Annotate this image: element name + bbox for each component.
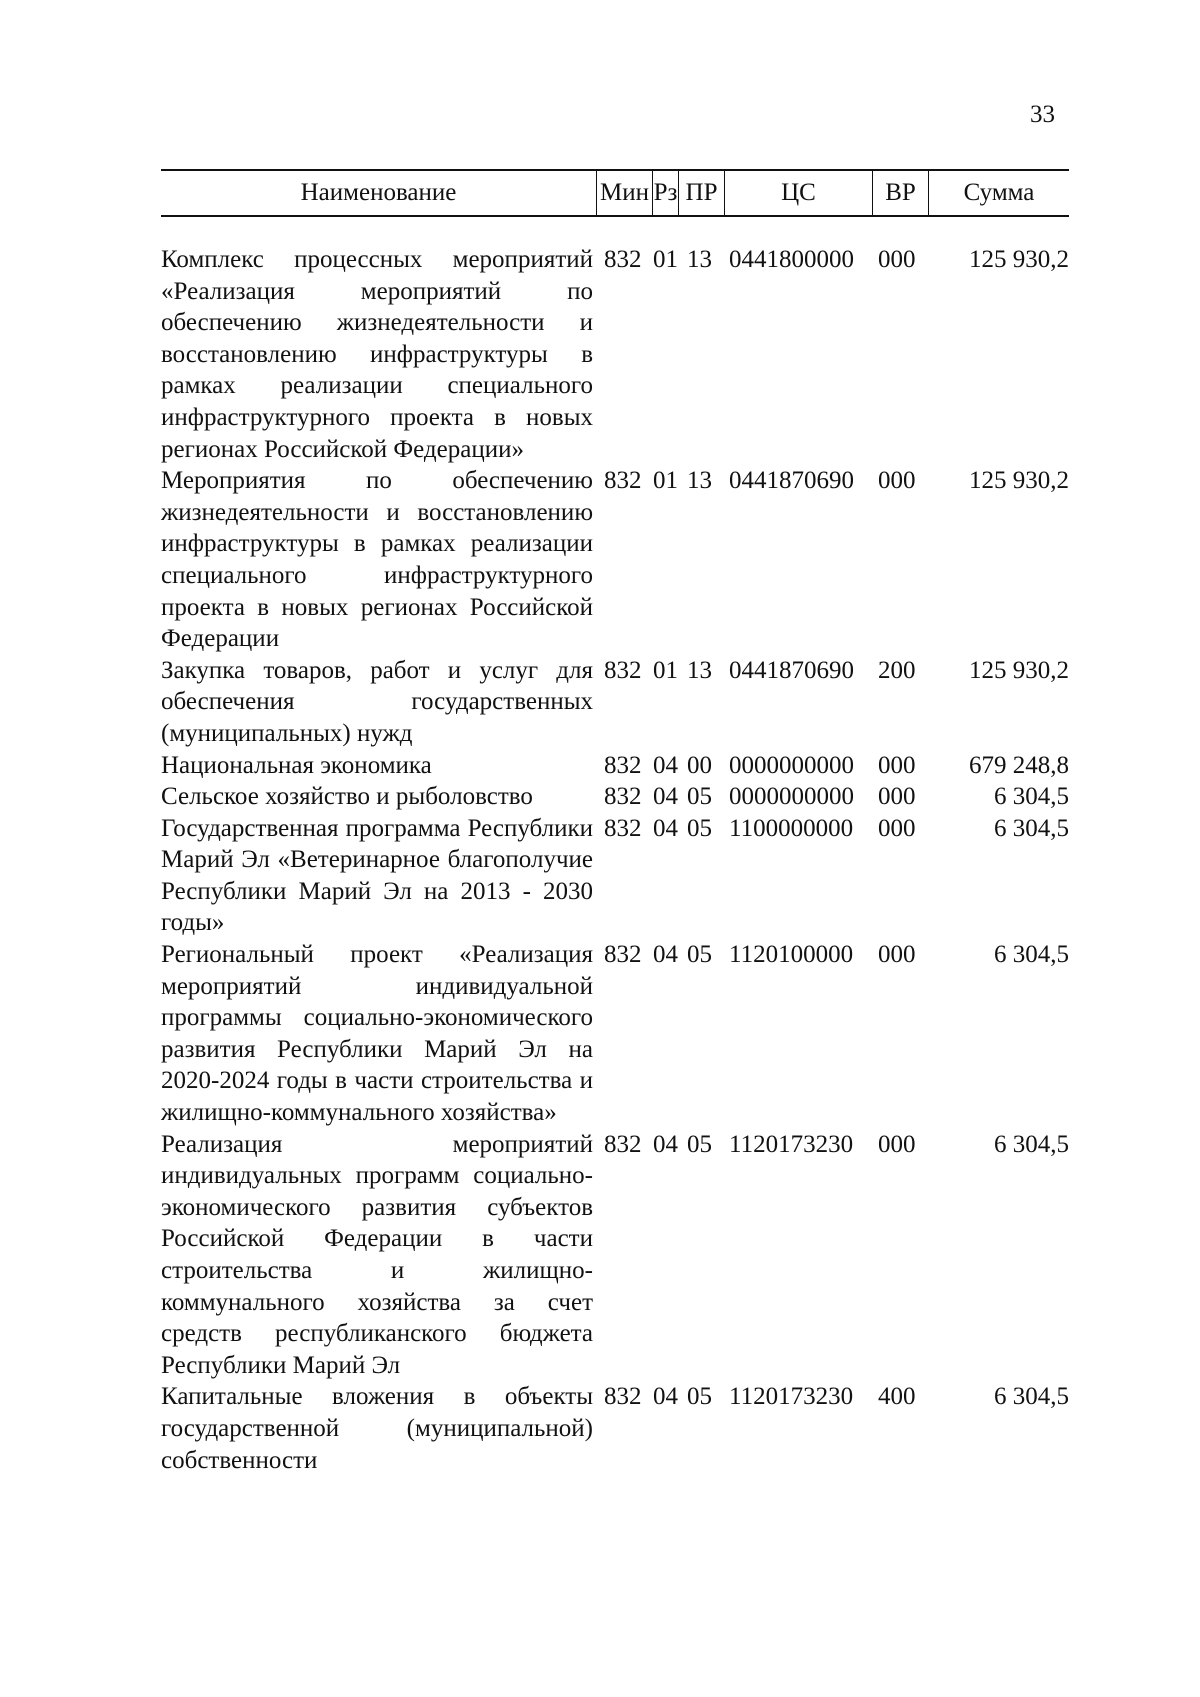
row-vr: 400 [878, 1383, 916, 1411]
row-name: Региональный проект «Реализация мероприятий индивидуальной программы социально-экономического развития Республики Марий Эл на 2020-2024 годы в части строительства и жилищно-коммунального хозяйства» [161, 941, 593, 1127]
table-header [161, 169, 1069, 217]
table-row [161, 781, 1069, 813]
row-pr: 13 [687, 467, 712, 495]
row-name: Сельское хозяйство и рыболовство [161, 783, 533, 811]
row-rz: 01 [653, 467, 678, 495]
header-name: Наименование [161, 171, 597, 215]
row-min: 832 [604, 751, 642, 779]
row-sum: 6 304,5 [994, 783, 1069, 811]
header-vr: ВР [873, 171, 929, 215]
row-name: Реализация мероприятий индивидуальных программ социально-экономического развития субъектов Российской Федерации в части строительства и жилищно-коммунального хозяйства за счет средств республиканского бюджета Республики Марий Эл [161, 1130, 593, 1379]
row-min: 832 [604, 1130, 642, 1158]
row-sum: 125 930,2 [969, 246, 1069, 273]
row-vr: 000 [878, 751, 916, 779]
table-row [161, 1381, 1069, 1476]
row-vr: 000 [878, 1130, 916, 1158]
row-cs: 1120173230 [729, 1383, 854, 1411]
row-min: 832 [604, 1383, 642, 1411]
row-vr: 000 [878, 814, 916, 842]
row-pr: 00 [687, 751, 712, 779]
row-cs: 0000000000 [729, 751, 854, 779]
row-pr: 05 [687, 941, 712, 969]
table-row [161, 655, 1069, 750]
row-min: 832 [604, 941, 642, 969]
row-vr: 200 [878, 656, 916, 684]
row-min: 832 [604, 246, 642, 273]
row-rz: 04 [653, 783, 678, 811]
row-cs: 1120100000 [729, 941, 854, 969]
row-cs: 0441870690 [729, 656, 854, 684]
row-name: Капитальные вложения в объекты государственной (муниципальной) собственности [161, 1383, 593, 1474]
table-row [161, 750, 1069, 782]
row-pr: 05 [687, 1383, 712, 1411]
table-row [161, 465, 1069, 655]
row-name: Национальная экономика [161, 751, 432, 779]
row-rz: 04 [653, 941, 678, 969]
row-sum: 6 304,5 [994, 941, 1069, 969]
row-pr: 13 [687, 246, 712, 273]
row-min: 832 [604, 467, 642, 495]
row-name: Закупка товаров, работ и услуг для обеспечения государственных (муниципальных) нужд [161, 656, 593, 747]
header-pr: ПР [679, 171, 725, 215]
header-rz: Рз [653, 171, 679, 215]
row-pr: 05 [687, 814, 712, 842]
row-name: Государственная программа Республики Марий Эл «Ветеринарное благополучие Республики Марий Эл на 2013 - 2030 годы» [161, 814, 593, 937]
row-rz: 04 [653, 814, 678, 842]
row-rz: 04 [653, 1130, 678, 1158]
row-cs: 1100000000 [729, 814, 854, 842]
row-vr: 000 [878, 467, 916, 495]
row-rz: 04 [653, 751, 678, 779]
row-min: 832 [604, 783, 642, 811]
row-cs: 0441800000 [729, 246, 854, 273]
page-number: 33 [1030, 101, 1055, 128]
row-sum: 125 930,2 [969, 467, 1069, 495]
table-row [161, 813, 1069, 939]
row-sum: 125 930,2 [969, 656, 1069, 684]
row-sum: 679 248,8 [969, 751, 1069, 779]
row-rz: 01 [653, 246, 678, 273]
row-min: 832 [604, 656, 642, 684]
row-pr: 05 [687, 783, 712, 811]
row-vr: 000 [878, 246, 916, 273]
table-row [161, 244, 1069, 465]
row-sum: 6 304,5 [994, 1130, 1069, 1158]
row-pr: 05 [687, 1130, 712, 1158]
header-sum: Сумма [963, 179, 1035, 206]
table-row [161, 1129, 1069, 1382]
row-min: 832 [604, 814, 642, 842]
row-cs: 1120173230 [729, 1130, 854, 1158]
row-cs: 0000000000 [729, 783, 854, 811]
row-vr: 000 [878, 941, 916, 969]
row-name: Мероприятия по обеспечению жизнедеятельности и восстановлению инфраструктуры в рамках реализации специального инфраструктурного проекта в новых регионах Российской Федерации [161, 467, 593, 653]
header-cs: ЦС [725, 171, 873, 215]
table-row [161, 939, 1069, 1129]
row-rz: 01 [653, 656, 678, 684]
row-sum: 6 304,5 [994, 814, 1069, 842]
row-name: Комплекс процессных мероприятий «Реализация мероприятий по обеспечению жизнедеятельности и восстановлению инфраструктуры в рамках реализации специального инфраструктурного проекта в новых регионах Российской Федерации» [161, 246, 593, 463]
row-pr: 13 [687, 656, 712, 684]
row-cs: 0441870690 [729, 467, 854, 495]
row-rz: 04 [653, 1383, 678, 1411]
header-min: Мин [597, 171, 653, 215]
budget-table-body [161, 244, 1069, 1476]
row-vr: 000 [878, 783, 916, 811]
row-sum: 6 304,5 [994, 1383, 1069, 1411]
